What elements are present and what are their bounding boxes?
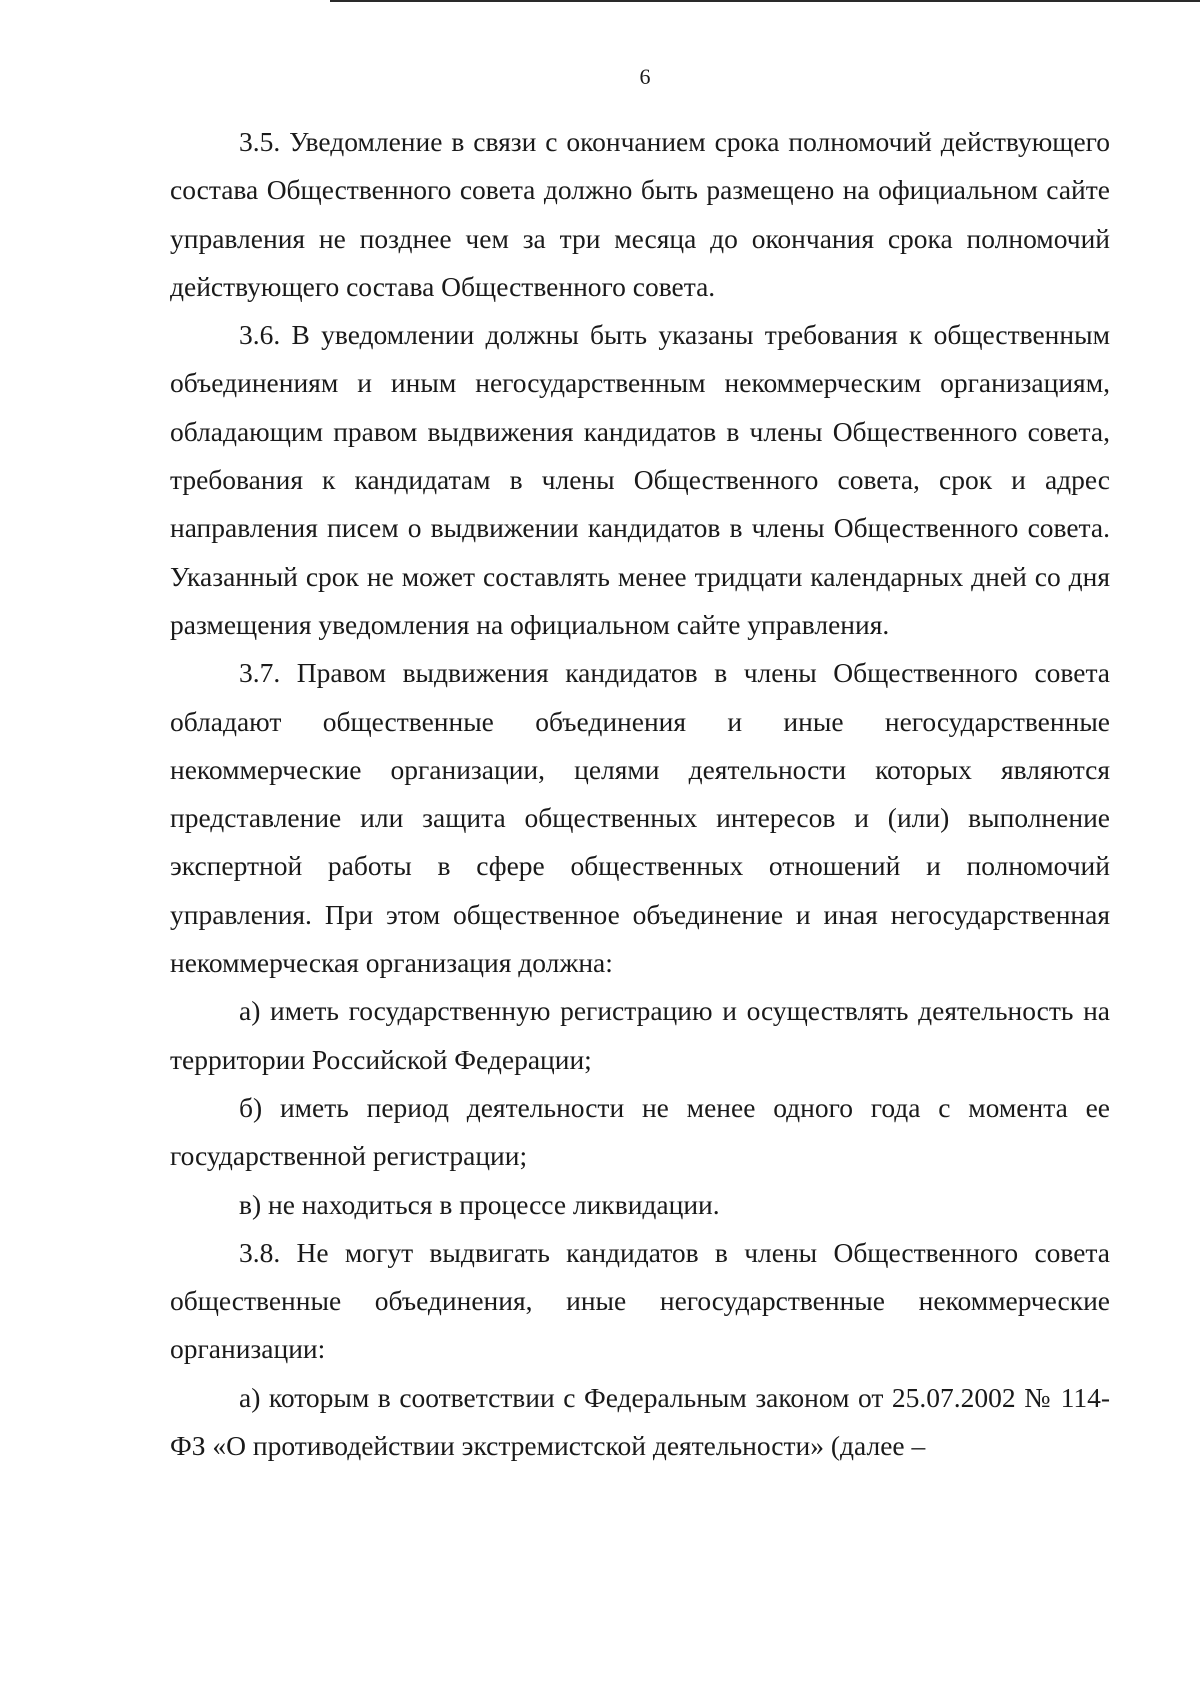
- paragraph-3-8: 3.8. Не могут выдвигать кандидатов в члены Общественного совета общественные объединения, иные негосударственные некоммерческие организации:: [170, 1236, 1110, 1365]
- document-body: [170, 118, 1110, 1470]
- list-item-v: в) не находиться в процессе ликвидации.: [239, 1188, 720, 1220]
- paragraph-3-6: 3.6. В уведомлении должны быть указаны требования к общественным объединениям и иным негосударственным некоммерческим организациям, обладающим правом выдвижения кандидатов в члены Общественного совета, требования к кандидатам в члены Общественного совета, срок и адрес направления писем о выдвижении кандидатов в члены Общественного совета. Указанный срок не может составлять менее тридцати календарных дней со дня размещения уведомления на официальном сайте управления.: [170, 319, 1110, 640]
- scan-edge-line: [330, 0, 1200, 2]
- paragraph-3-5: 3.5. Уведомление в связи с окончанием срока полномочий действующего состава Общественного совета должно быть размещено на официальном сайте управления не позднее чем за три месяца до окончания срока полномочий действующего состава Общественного совета.: [170, 126, 1110, 302]
- list-item-b: б) иметь период деятельности не менее одного года с момента ее государственной регистрации;: [170, 1091, 1110, 1172]
- list-item-a: а) иметь государственную регистрацию и осуществлять деятельность на территории Российской Федерации;: [170, 995, 1110, 1075]
- list-item-a-3-8: а) которым в соответствии с Федеральным законом от 25.07.2002 № 114-ФЗ «О противодействии экстремистской деятельности» (далее –: [170, 1381, 1110, 1462]
- page-number: 6: [639, 64, 651, 89]
- paragraph-3-7: 3.7. Правом выдвижения кандидатов в члены Общественного совета обладают общественные объединения и иные негосударственные некоммерческие организации, целями деятельности которых являются представление или защита общественных интересов и (или) выполнение экспертной работы в сфере общественных отношений и полномочий управления. При этом общественное объединение и иная негосударственная некоммерческая организация должна:: [170, 657, 1110, 979]
